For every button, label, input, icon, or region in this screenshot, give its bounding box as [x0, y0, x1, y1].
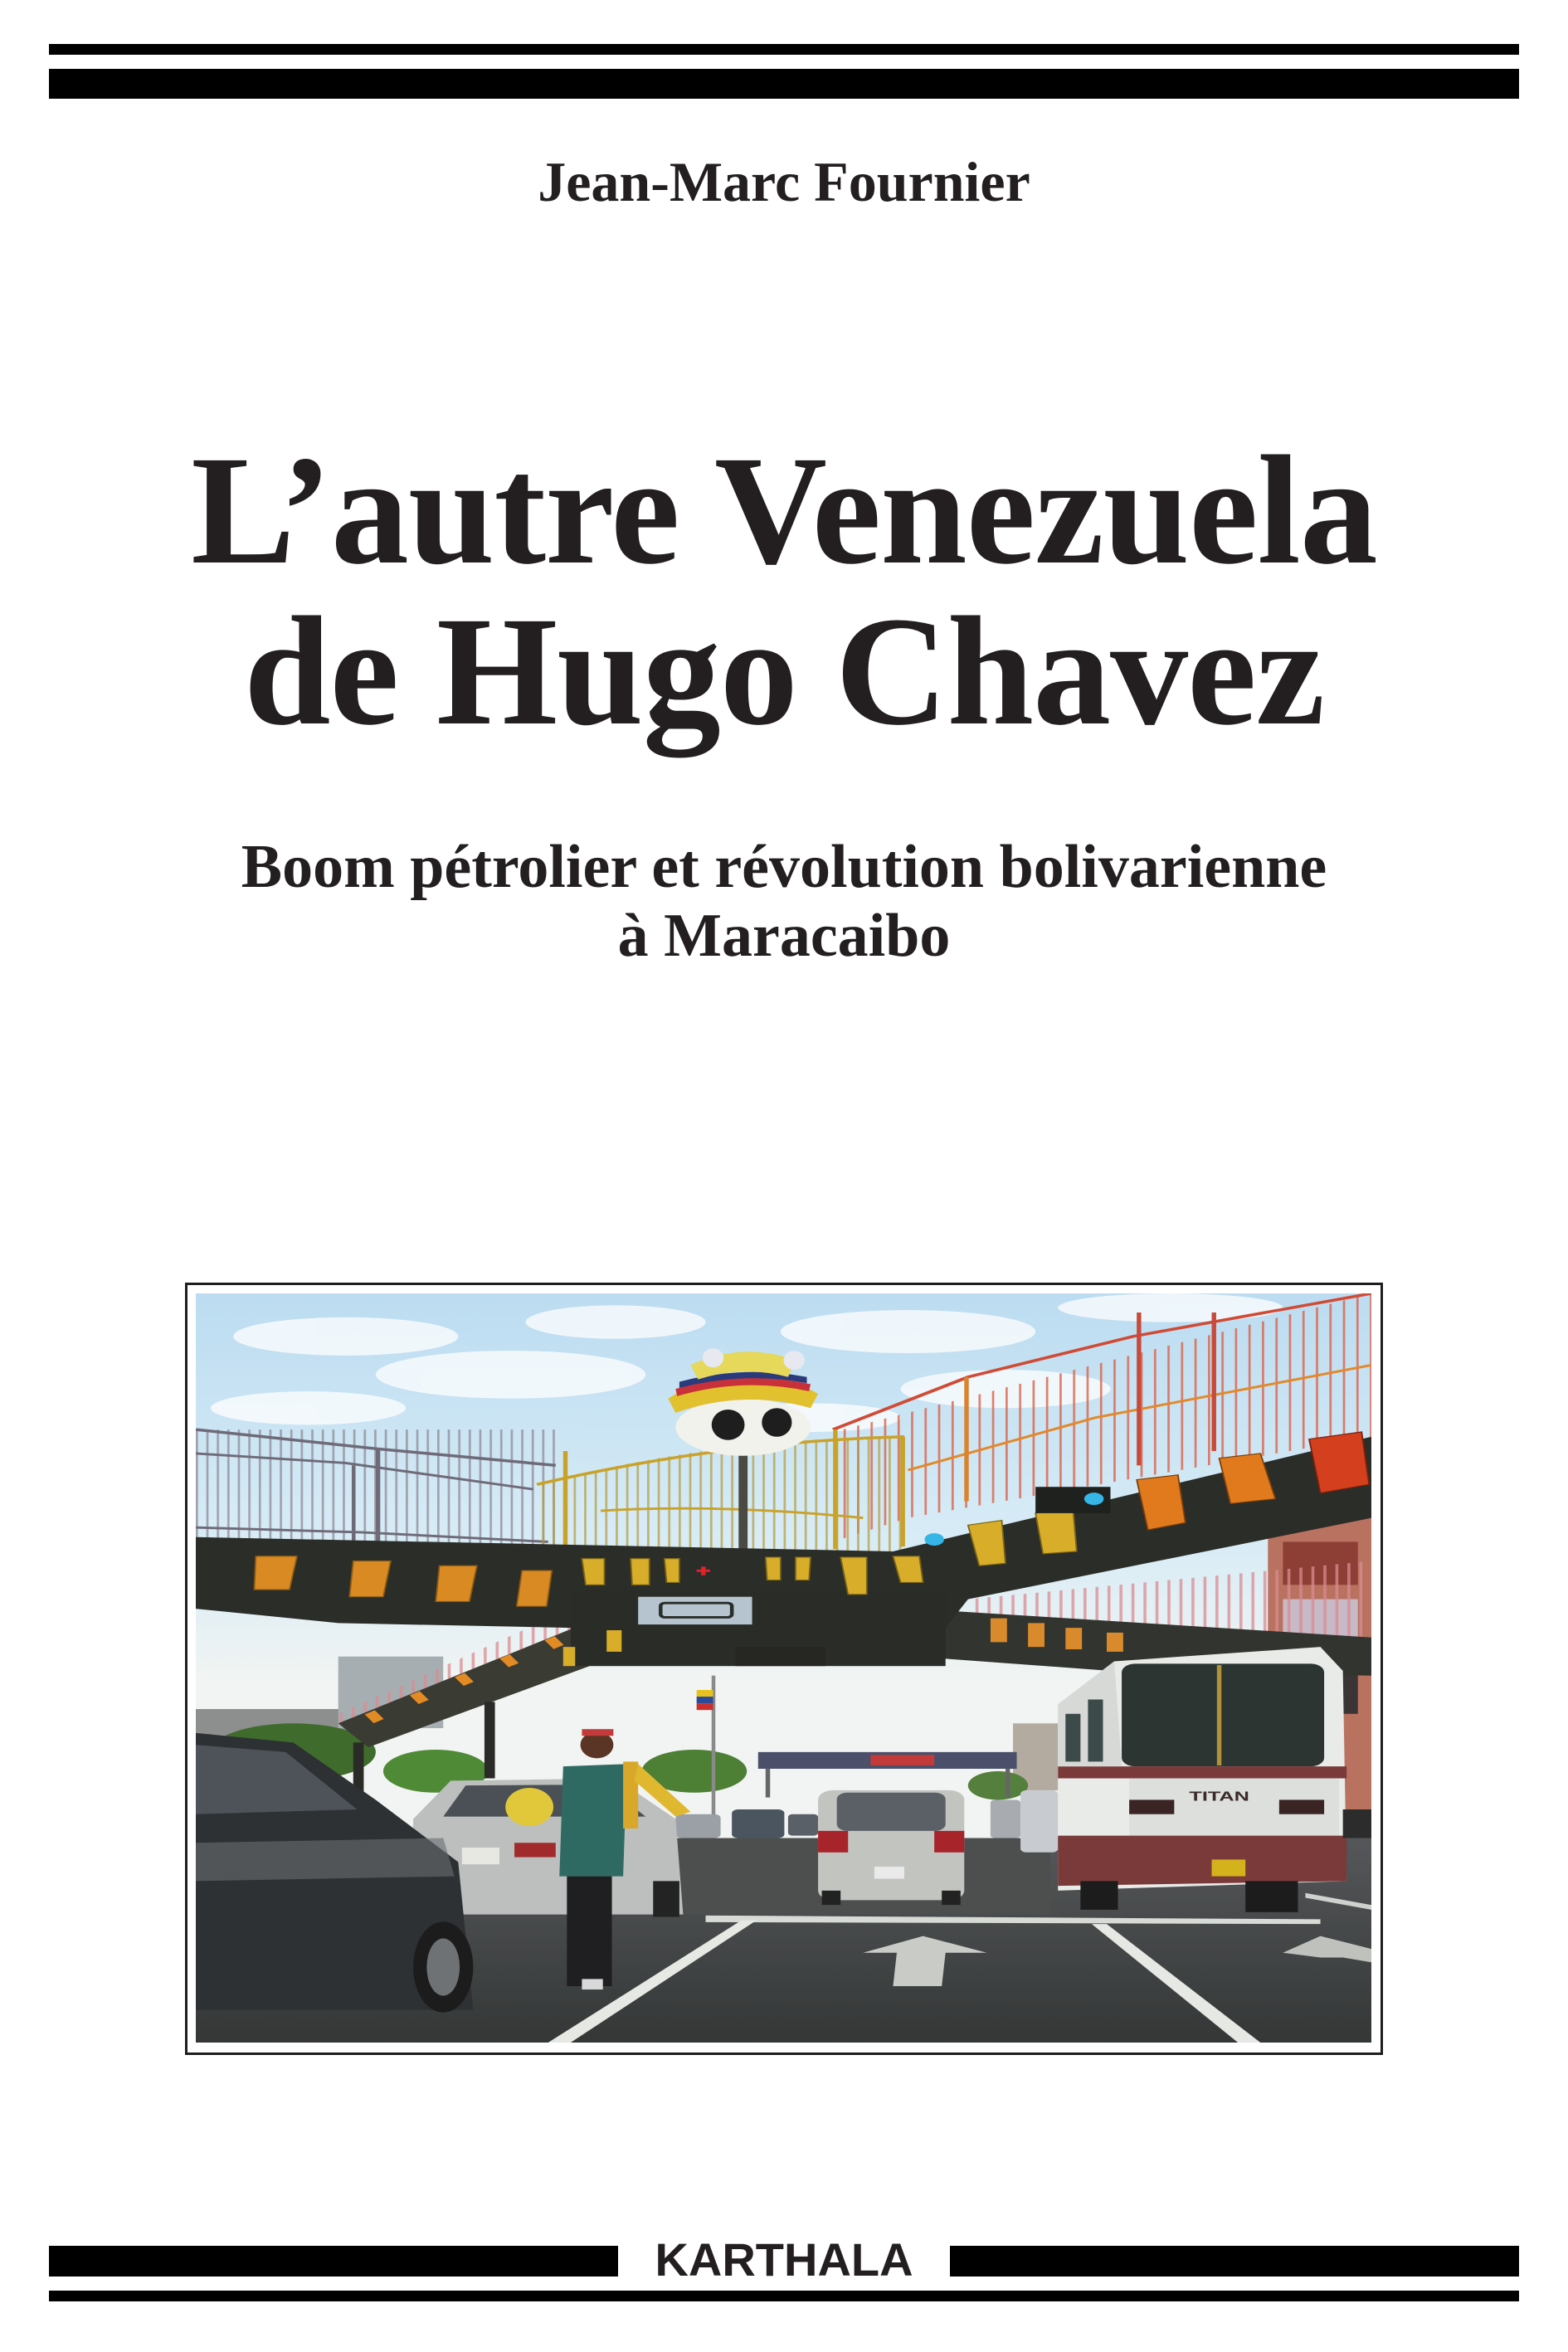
author-name: Jean-Marc Fournier [538, 150, 1030, 213]
bottom-thick-rule-right [950, 2246, 1519, 2277]
title-line-2: de Hugo Chavez [244, 584, 1324, 757]
top-thick-rule [49, 69, 1519, 99]
top-thin-rule [49, 44, 1519, 55]
cover-photo [196, 1293, 1371, 2043]
bottom-thick-rule-left [49, 2246, 618, 2277]
subtitle-line-2: à Maracaibo [617, 902, 951, 970]
title-line-1: L’autre Venezuela [191, 423, 1377, 597]
publisher-name: KARTHALA [655, 2233, 913, 2286]
bus-label: TITAN [1189, 1789, 1249, 1804]
bottom-thin-rule [49, 2291, 1519, 2301]
subtitle-line-1: Boom pétrolier et révolution bolivarienne [241, 833, 1327, 901]
